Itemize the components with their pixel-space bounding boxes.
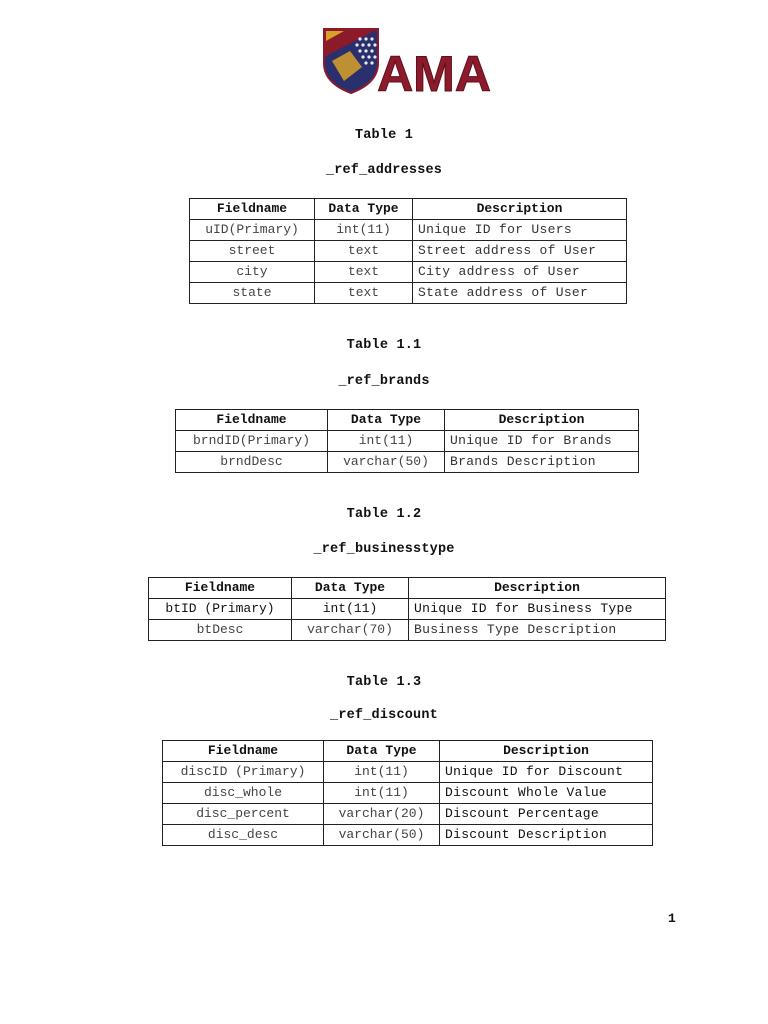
table-row (149, 620, 666, 641)
description-cell: Discount Percentage (440, 804, 653, 825)
column-header: Fieldname (176, 410, 328, 431)
table-name: _ref_businesstype (313, 542, 455, 557)
table-caption: Table 1.2 (346, 507, 422, 522)
table-row (176, 452, 639, 473)
column-header: Description (440, 741, 653, 762)
datatype-cell: int(11) (328, 431, 445, 452)
table-row (190, 283, 627, 304)
table-row (149, 599, 666, 620)
description-cell: Unique ID for Business Type (409, 599, 666, 620)
fieldname-cell: disc_whole (163, 783, 324, 804)
column-header: Fieldname (163, 741, 324, 762)
fieldname-cell: brndID(Primary) (176, 431, 328, 452)
table-caption: Table 1 (354, 128, 414, 143)
table-caption: Table 1.1 (346, 338, 422, 353)
data-table (148, 577, 666, 641)
table-header-row (163, 741, 653, 762)
fieldname-cell: brndDesc (176, 452, 328, 473)
datatype-cell: text (315, 283, 413, 304)
fieldname-cell: btID (Primary) (149, 599, 292, 620)
table-row (163, 762, 653, 783)
datatype-cell: varchar(20) (324, 804, 440, 825)
data-table (162, 740, 653, 846)
description-cell: Discount Description (440, 825, 653, 846)
table-name: _ref_discount (330, 708, 438, 723)
datatype-cell: varchar(50) (328, 452, 445, 473)
column-header: Fieldname (190, 199, 315, 220)
description-cell: Brands Description (445, 452, 639, 473)
description-cell: Unique ID for Users (413, 220, 627, 241)
description-cell: Unique ID for Brands (445, 431, 639, 452)
table-row (190, 262, 627, 283)
table-row (176, 431, 639, 452)
fieldname-cell: disc_percent (163, 804, 324, 825)
description-cell: Unique ID for Discount (440, 762, 653, 783)
fieldname-cell: discID (Primary) (163, 762, 324, 783)
ama-logo (322, 27, 492, 95)
datatype-cell: int(11) (324, 762, 440, 783)
column-header: Data Type (292, 578, 409, 599)
datatype-cell: int(11) (324, 783, 440, 804)
description-cell: Business Type Description (409, 620, 666, 641)
datatype-cell: varchar(50) (324, 825, 440, 846)
column-header: Description (445, 410, 639, 431)
column-header: Description (413, 199, 627, 220)
datatype-cell: int(11) (315, 220, 413, 241)
description-cell: State address of User (413, 283, 627, 304)
table-name: _ref_brands (338, 374, 430, 389)
table-row (190, 220, 627, 241)
table-row (163, 804, 653, 825)
data-table (175, 409, 639, 473)
data-table (189, 198, 627, 304)
table-row (190, 241, 627, 262)
column-header: Data Type (324, 741, 440, 762)
column-header: Data Type (315, 199, 413, 220)
description-cell: Discount Whole Value (440, 783, 653, 804)
table-name: _ref_addresses (325, 163, 443, 178)
fieldname-cell: disc_desc (163, 825, 324, 846)
datatype-cell: text (315, 241, 413, 262)
column-header: Description (409, 578, 666, 599)
column-header: Fieldname (149, 578, 292, 599)
datatype-cell: int(11) (292, 599, 409, 620)
logo-wordmark: AMA (377, 46, 491, 95)
column-header: Data Type (328, 410, 445, 431)
table-caption: Table 1.3 (346, 675, 422, 690)
page-number: 1 (668, 911, 676, 926)
description-cell: Street address of User (413, 241, 627, 262)
fieldname-cell: city (190, 262, 315, 283)
datatype-cell: varchar(70) (292, 620, 409, 641)
fieldname-cell: street (190, 241, 315, 262)
fieldname-cell: state (190, 283, 315, 304)
table-header-row (149, 578, 666, 599)
fieldname-cell: uID(Primary) (190, 220, 315, 241)
table-row (163, 783, 653, 804)
table-header-row (190, 199, 627, 220)
fieldname-cell: btDesc (149, 620, 292, 641)
datatype-cell: text (315, 262, 413, 283)
table-row (163, 825, 653, 846)
table-header-row (176, 410, 639, 431)
description-cell: City address of User (413, 262, 627, 283)
